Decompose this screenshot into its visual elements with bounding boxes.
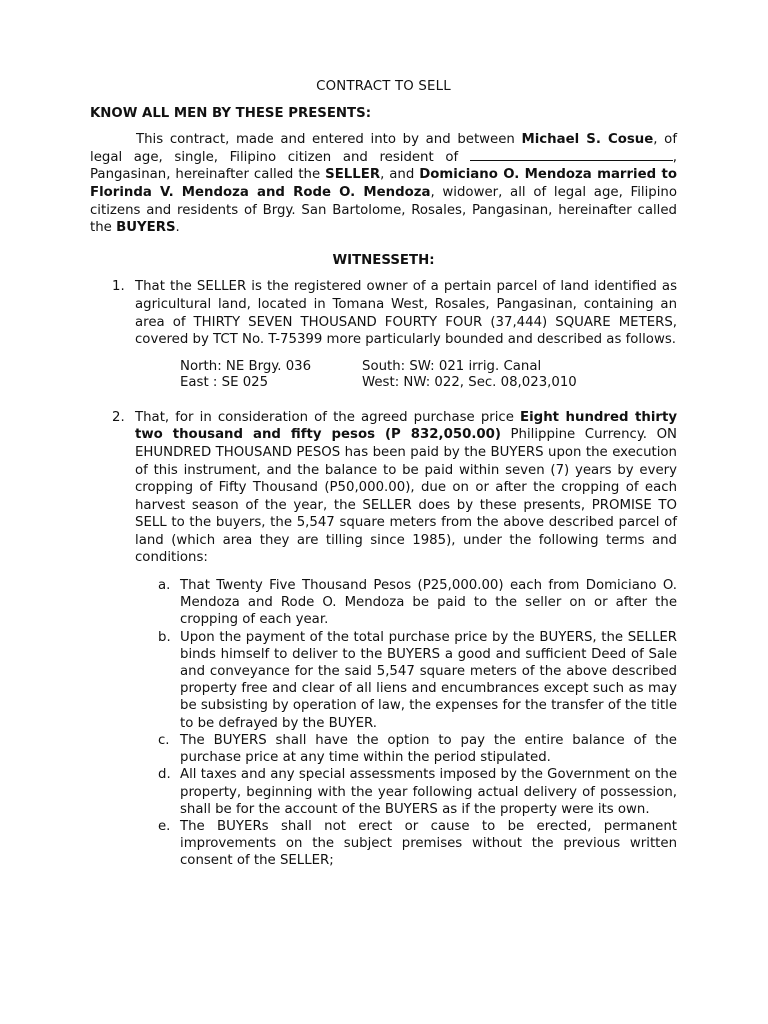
intro-text-2: , of legal age, single, Filipino citizen and resident of <box>90 132 677 165</box>
buyers-label: BUYERS <box>116 220 176 236</box>
condition-letter: d. <box>158 767 171 783</box>
condition-text: That Twenty Five Thousand Pesos (P25,000.00) each from Domiciano O. Mendoza and Rode O. Mendoza be paid to the seller on or after the cropping of each year. <box>180 578 677 628</box>
property-boundaries <box>180 359 677 391</box>
boundary-west: West: NW: 022, Sec. 08,023,010 <box>362 374 577 390</box>
clause-1 <box>90 278 677 348</box>
condition-item <box>135 766 677 818</box>
condition-item <box>135 577 677 629</box>
clause-number: 2. <box>112 409 125 425</box>
buyers-names: Domiciano O. Mendoza married to Florinda V. Mendoza and Rode O. Mendoza <box>90 167 677 200</box>
condition-letter: b. <box>158 629 171 645</box>
condition-item <box>135 732 677 766</box>
seller-label: SELLER <box>325 167 381 183</box>
intro-text-4: , and <box>380 167 420 183</box>
condition-item <box>135 629 677 732</box>
condition-item <box>135 818 677 870</box>
intro-text-3: , Pangasinan, hereinafter called the <box>90 149 677 183</box>
condition-text: The BUYERS shall have the option to pay the entire balance of the purchase price at any time within the period stipulated. <box>180 732 677 766</box>
intro-paragraph <box>90 131 677 237</box>
boundary-east: East : SE 025 <box>180 374 269 390</box>
terms-and-conditions-list <box>135 577 677 869</box>
boundary-row <box>180 359 677 375</box>
condition-letter: c. <box>158 732 170 748</box>
intro-text-6: . <box>175 220 180 236</box>
opening-statement: KNOW ALL MEN BY THESE PRESENTS: <box>90 105 372 121</box>
boundary-row <box>180 375 677 391</box>
boundary-south: South: SW: 021 irrig. Canal <box>362 358 542 374</box>
residence-blank-line <box>470 149 673 161</box>
intro-text-1: This contract, made and entered into by and between <box>136 132 522 148</box>
seller-name: Michael S. Cosue <box>521 132 654 148</box>
condition-text: The BUYERs shall not erect or cause to be erected, permanent improvements on the subject premises without the previous written consent of the SELLER; <box>180 818 677 869</box>
condition-letter: a. <box>158 578 171 594</box>
clause-2-text-1: That, for in consideration of the agreed purchase price <box>135 409 521 425</box>
condition-letter: e. <box>158 818 171 834</box>
clause-2 <box>90 409 677 567</box>
condition-text: Upon the payment of the total purchase price by the BUYERS, the SELLER binds himself to deliver to the BUYERS a good and sufficient Deed of Sale and conveyance for the said 5,547 square meters of the above described property free and clear of all liens and encumbrances except such as may be subsisting by operation of law, the expenses for the transfer of the title to be defrayed by the BUYER. <box>180 629 677 731</box>
condition-text: All taxes and any special assessments imposed by the Government on the property, beginning with the year following actual delivery of possession, shall be for the account of the BUYERS as if the property were its own. <box>180 767 677 817</box>
document-title: CONTRACT TO SELL <box>316 79 451 94</box>
clause-number: 1. <box>112 279 125 295</box>
boundary-north: North: NE Brgy. 036 <box>180 358 312 374</box>
intro-text-5: , widower, all of legal age, Filipino citizens and residents of Brgy. San Bartolome, Rosales, Pangasinan, hereinafter called the <box>90 184 677 236</box>
purchase-price: Eight hundred thirty two thousand and fifty pesos (P 832,050.00) <box>135 409 677 443</box>
witnesseth-heading: WITNESSETH: <box>332 252 435 268</box>
clause-2-text-2: Philippine Currency. ON EHUNDRED THOUSAND PESOS has been paid by the BUYERS upon the execution of this instrument, and the balance to be paid within seven (7) years by every cropping of Fifty Thousand (P50,000.00), due on or after the cropping of each harvest season of the year, the SELLER does by these presents, PROMISE TO SELL to the buyers, the 5,547 square meters from the above described parcel of land (which area they are tilling since 1985), under the following terms and conditions: <box>135 427 677 566</box>
clause-1-text: That the SELLER is the registered owner of a pertain parcel of land identified as agricultural land, located in Tomana West, Rosales, Pangasinan, containing an area of THIRTY SEVEN THOUSAND FOURTY FOUR (37,444) SQUARE METERS, covered by TCT No. T-75399 more particularly bounded and described as follows. <box>135 279 677 348</box>
contract-page <box>90 78 677 870</box>
